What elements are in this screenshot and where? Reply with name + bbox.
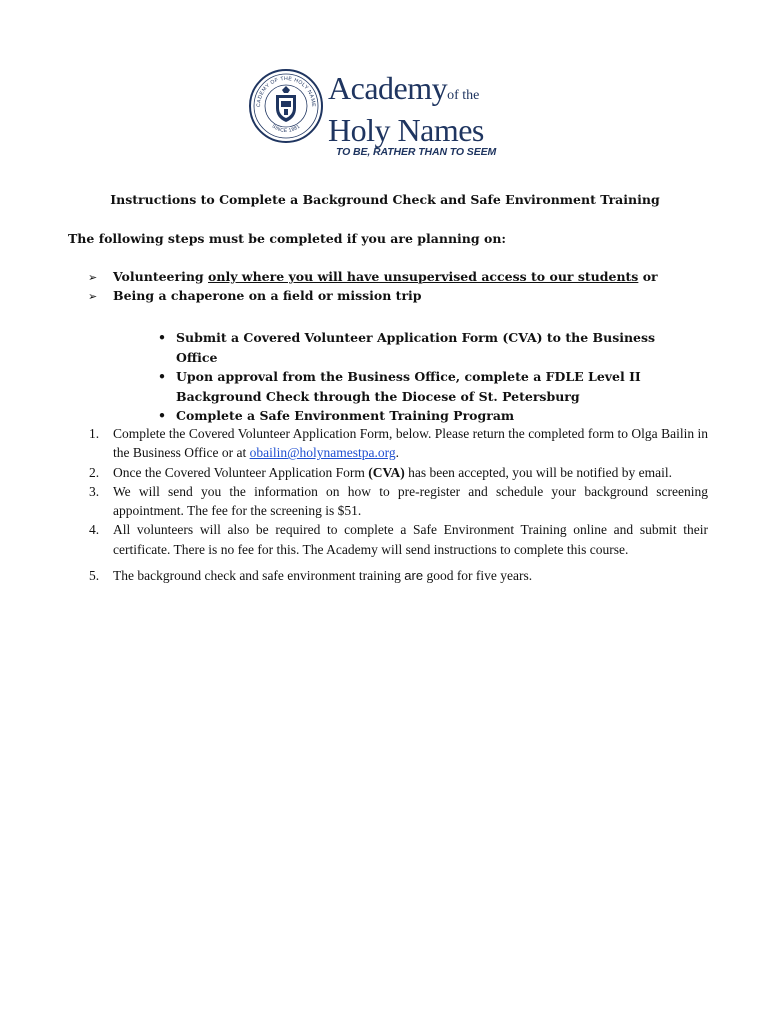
process-bullet-list <box>158 328 698 426</box>
document-title: Instructions to Complete a Background Check and Safe Environment Training <box>110 192 660 207</box>
logo-tagline: TO BE, RATHER THAN TO SEEM <box>336 146 497 158</box>
step-item: 5. The background check and safe environment training are good for five years. <box>89 568 533 584</box>
arrow-bullet-icon: ➢ <box>88 271 98 284</box>
svg-text:ACADEMY OF THE HOLY NAMES: CADEMY OF THE HOLY NAME <box>255 75 317 108</box>
requirement-list <box>88 269 658 307</box>
list-item: • Upon approval from the Business Office, complete a FDLE Level II Background Check through the Diocese of St. Petersburg <box>158 369 641 404</box>
bullet-dot-icon: • <box>158 408 166 423</box>
step-item: 4. All volunteers will also be required to complete a Safe Environment Training online and submit their certificate. There is no fee for this. The Academy will send instructions to complete this course. <box>89 522 708 557</box>
bullet-dot-icon: • <box>158 369 166 384</box>
list-item: ➢ Volunteering only where you will have unsupervised access to our students or <box>88 269 658 284</box>
list-item: • Complete a Safe Environment Training Program <box>158 406 698 426</box>
step-item: 2. Once the Covered Volunteer Application Form (CVA) has been accepted, you will be notified by email. <box>89 464 672 480</box>
step-item: 3. We will send you the information on how to pre-register and schedule your background screening appointment. The fee for the screening is $51. <box>89 483 708 519</box>
academy-logo <box>248 68 520 164</box>
academy-wordmark: Academyof the Holy Names <box>328 70 484 148</box>
list-item: • Submit a Covered Volunteer Application Form (CVA) to the Business Office <box>158 330 656 365</box>
arrow-bullet-icon: ➢ <box>88 290 98 303</box>
intro-text: The following steps must be completed if you are planning on: <box>68 231 507 246</box>
list-item: ➢ Being a chaperone on a field or mission trip <box>88 288 422 303</box>
email-link[interactable]: obailin@holynamestpa.org <box>249 445 396 461</box>
bullet-dot-icon: • <box>158 330 166 345</box>
numbered-steps <box>86 424 708 585</box>
step-item: 1. Complete the Covered Volunteer Application Form, below. Please return the completed form to Olga Bailin in the Business Office or at obailin@holynamestpa.org. <box>89 426 708 461</box>
svg-text:SINCE 1881: SINCE 1881 <box>270 123 302 135</box>
academy-seal-icon <box>248 68 324 144</box>
